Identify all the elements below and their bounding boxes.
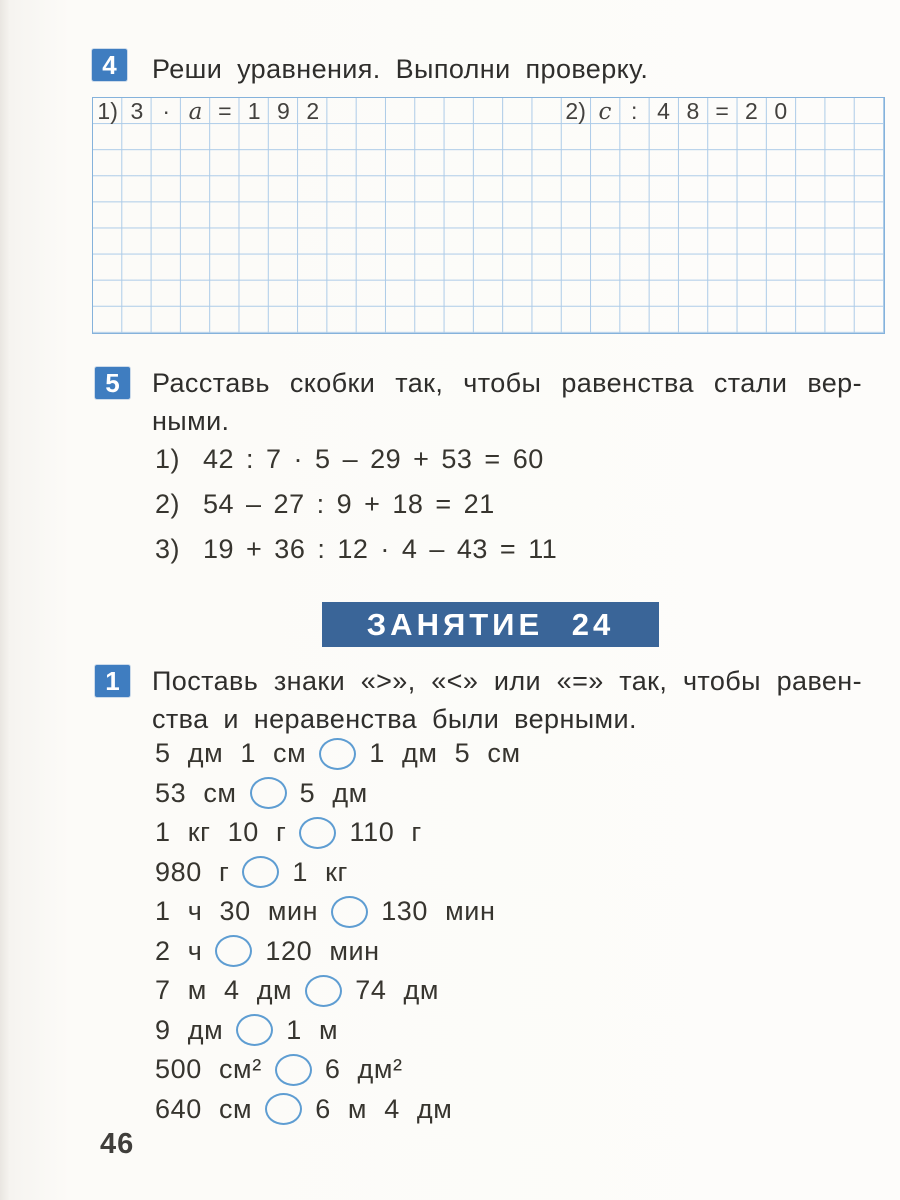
comparison-row bbox=[155, 971, 521, 1011]
comparison-row bbox=[155, 853, 521, 893]
left-value: 640 см bbox=[155, 1093, 253, 1124]
right-value: 6 м 4 дм bbox=[315, 1093, 453, 1124]
task5-instruction-line2: ными. bbox=[152, 406, 230, 436]
task4-instruction: Реши уравнения. Выполни проверку. bbox=[152, 54, 649, 84]
equation-expression: 42 : 7 · 5 – 29 + 53 = 60 bbox=[203, 444, 544, 474]
left-value: 7 м 4 дм bbox=[155, 975, 293, 1006]
task5-equation-row[interactable] bbox=[155, 482, 557, 527]
comparison-row bbox=[155, 1050, 521, 1090]
right-value: 5 дм bbox=[299, 777, 368, 808]
left-value: 2 ч bbox=[155, 935, 203, 966]
task-number-badge-1: 1 bbox=[95, 665, 130, 697]
comparison-row bbox=[155, 774, 521, 814]
equation-number: 3) bbox=[155, 534, 181, 564]
comparison-row bbox=[155, 734, 521, 774]
right-value: 1 м bbox=[286, 1014, 339, 1045]
task5-equation-list bbox=[155, 437, 557, 572]
task1-instruction-line1: Поставь знаки «>», «<» или «=» так, чтобы равен- bbox=[152, 666, 862, 696]
lesson-banner: ЗАНЯТИЕ 24 bbox=[322, 602, 659, 647]
right-value: 120 мин bbox=[265, 935, 380, 966]
comparison-row bbox=[155, 813, 521, 853]
task1-instruction bbox=[152, 662, 862, 738]
task5-instruction-line1: Расставь скобки так, чтобы равенства стали вер- bbox=[152, 368, 862, 398]
answer-circle[interactable] bbox=[331, 896, 368, 928]
left-value: 980 г bbox=[155, 856, 230, 887]
left-value: 5 дм 1 см bbox=[155, 738, 307, 769]
task-number-badge-5: 5 bbox=[95, 367, 130, 399]
equation-number: 2) bbox=[155, 489, 181, 519]
task-number-badge-4: 4 bbox=[92, 49, 127, 81]
answer-circle[interactable] bbox=[319, 738, 356, 770]
right-value: 6 дм² bbox=[324, 1054, 403, 1085]
right-value: 110 г bbox=[349, 817, 422, 848]
left-value: 1 кг 10 г bbox=[155, 817, 287, 848]
grid-equation-2: 2) c : 4 8 = 2 0 bbox=[565, 98, 788, 125]
answer-circle[interactable] bbox=[242, 856, 279, 888]
comparison-row bbox=[155, 892, 521, 932]
comparison-rows bbox=[155, 734, 521, 1129]
answer-circle[interactable] bbox=[250, 777, 287, 809]
answer-circle[interactable] bbox=[305, 975, 342, 1007]
page-number: 46 bbox=[100, 1128, 135, 1160]
answer-circle[interactable] bbox=[275, 1054, 312, 1086]
task5-equation-row[interactable] bbox=[155, 437, 557, 482]
answer-grid[interactable] bbox=[92, 97, 885, 334]
equation-number: 1) bbox=[155, 444, 181, 474]
task1-instruction-line2: ства и неравенства были верными. bbox=[152, 704, 637, 734]
left-value: 53 см bbox=[155, 777, 237, 808]
equation-expression: 19 + 36 : 12 · 4 – 43 = 11 bbox=[203, 534, 558, 564]
right-value: 1 дм 5 см bbox=[369, 738, 521, 769]
right-value: 130 мин bbox=[381, 896, 496, 927]
left-value: 500 см² bbox=[155, 1054, 262, 1085]
right-value: 1 кг bbox=[292, 856, 348, 887]
answer-circle[interactable] bbox=[215, 935, 252, 967]
comparison-row bbox=[155, 932, 521, 972]
task5-equation-row[interactable] bbox=[155, 527, 557, 572]
right-value: 74 дм bbox=[355, 975, 440, 1006]
left-value: 1 ч 30 мин bbox=[155, 896, 319, 927]
answer-circle[interactable] bbox=[236, 1014, 273, 1046]
grid-equation-1: 1) 3 · a = 1 9 2 bbox=[97, 98, 320, 125]
answer-circle[interactable] bbox=[299, 817, 336, 849]
left-value: 9 дм bbox=[155, 1014, 224, 1045]
equation-expression: 54 – 27 : 9 + 18 = 21 bbox=[203, 489, 495, 519]
task5-instruction bbox=[152, 364, 862, 440]
answer-circle[interactable] bbox=[265, 1093, 302, 1125]
comparison-row bbox=[155, 1090, 521, 1130]
comparison-row bbox=[155, 1011, 521, 1051]
